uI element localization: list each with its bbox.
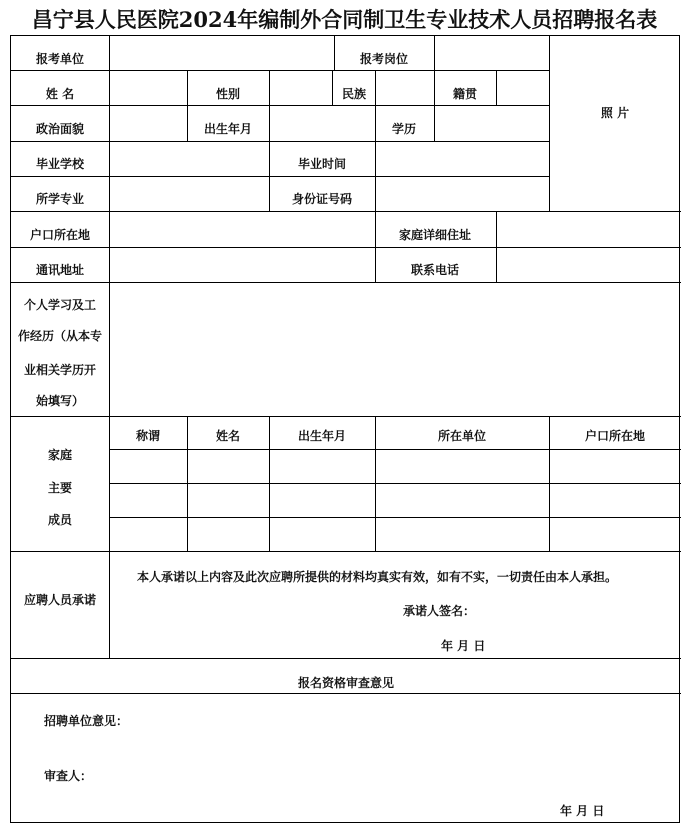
- photo-label: 照 片: [600, 106, 630, 120]
- name-label: 姓 名: [45, 87, 75, 101]
- review-header: 报名资格审查意见: [297, 676, 395, 690]
- experience-label-line: 作经历（从本专: [17, 329, 103, 343]
- family-col-name: 姓名: [215, 429, 241, 443]
- experience-label-line: 个人学习及工: [23, 298, 97, 312]
- signature-label: 承诺人签名：: [403, 604, 476, 618]
- family-label-line: 家庭: [47, 448, 73, 462]
- major-label: 所学专业: [35, 192, 85, 206]
- education-label: 学历: [391, 122, 417, 136]
- experience-label-line: 业相关学历开: [23, 363, 97, 377]
- family-label-line: 成员: [47, 513, 73, 527]
- id-number-label: 身份证号码: [291, 192, 353, 206]
- registration-form: [10, 35, 680, 823]
- family-col-relation: 称谓: [135, 429, 161, 443]
- gender-label: 性别: [215, 87, 241, 101]
- commitment-text: 本人承诺以上内容及此次应聘所提供的材料均真实有效，如有不实，一切责任由本人承担。: [137, 570, 618, 584]
- family-label-line: 主要: [47, 481, 73, 495]
- family-col-unit: 所在单位: [437, 429, 487, 443]
- mail-address-label: 通讯地址: [35, 263, 85, 277]
- birth-date-label: 出生年月: [203, 122, 253, 136]
- experience-label-line: 始填写）: [35, 394, 85, 408]
- graduate-time-label: 毕业时间: [297, 157, 347, 171]
- political-status-label: 政治面貌: [35, 122, 85, 136]
- graduate-school-label: 毕业学校: [35, 157, 85, 171]
- apply-post-label: 报考岗位: [359, 52, 409, 66]
- commitment-label: 应聘人员承诺: [23, 593, 97, 607]
- review-date: 年 月 日: [560, 804, 605, 818]
- family-col-hukou: 户口所在地: [584, 429, 646, 443]
- phone-label: 联系电话: [410, 263, 460, 277]
- form-title: 昌宁县人民医院2024年编制外合同制卫生专业技术人员招聘报名表: [31, 7, 658, 32]
- home-address-label: 家庭详细住址: [398, 228, 472, 242]
- family-col-birth: 出生年月: [297, 429, 347, 443]
- native-place-label: 籍贯: [452, 87, 478, 101]
- ethnicity-label: 民族: [341, 87, 367, 101]
- unit-opinion-label: 招聘单位意见：: [44, 714, 129, 728]
- commitment-date: 年 月 日: [441, 639, 486, 653]
- reviewer-label: 审查人：: [44, 769, 93, 783]
- hukou-label: 户口所在地: [29, 228, 91, 242]
- apply-unit-label: 报考单位: [35, 52, 85, 66]
